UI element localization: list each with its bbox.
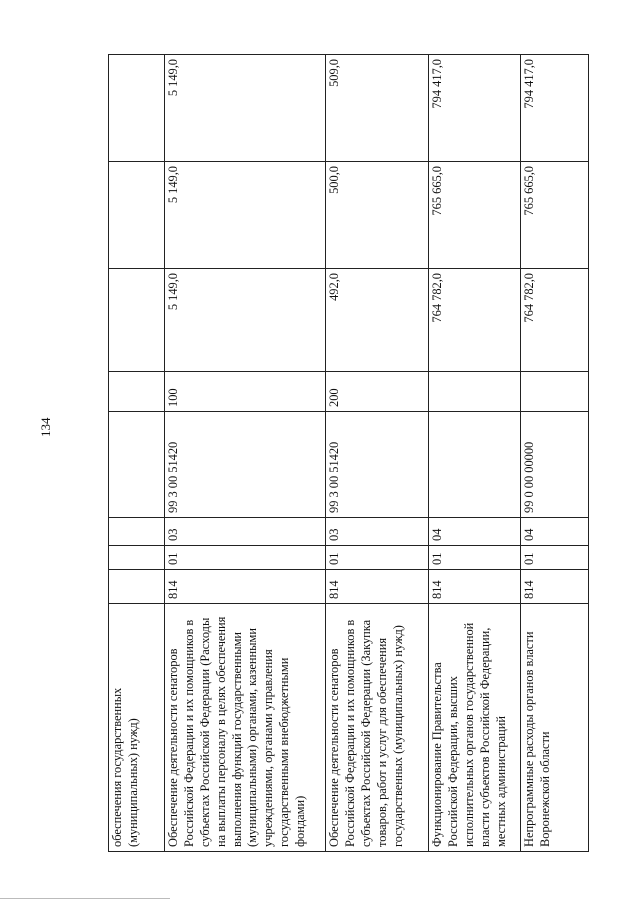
cell-y1: 5 149,0 <box>165 269 326 372</box>
cell-csr: 99 3 00 51420 <box>165 412 326 518</box>
cell-csr <box>429 412 521 518</box>
table-row <box>165 55 326 852</box>
cell-csr <box>109 412 165 518</box>
cell-y3: 509,0 <box>326 55 429 162</box>
cell-rz: 01 <box>165 546 326 570</box>
cell-vr <box>109 372 165 412</box>
cell-pr: 03 <box>165 518 326 546</box>
cell-y2: 5 149,0 <box>165 162 326 269</box>
cell-adm: 814 <box>326 570 429 604</box>
cell-y1 <box>109 269 165 372</box>
table-row <box>429 55 521 852</box>
budget-table-container <box>108 55 588 852</box>
cell-y1: 764 782,0 <box>429 269 521 372</box>
cell-adm: 814 <box>165 570 326 604</box>
cell-rz: 01 <box>326 546 429 570</box>
table-row <box>326 55 429 852</box>
cell-name: обеспечения государственных (муниципальных) нужд) <box>109 604 165 852</box>
cell-rz: 01 <box>429 546 521 570</box>
cell-pr: 04 <box>429 518 521 546</box>
cell-adm: 814 <box>429 570 521 604</box>
cell-y2: 500,0 <box>326 162 429 269</box>
cell-y2 <box>109 162 165 269</box>
cell-csr: 99 3 00 51420 <box>326 412 429 518</box>
table-row <box>109 55 165 852</box>
cell-y3: 794 417,0 <box>429 55 521 162</box>
cell-y1: 492,0 <box>326 269 429 372</box>
page-number: 134 <box>38 417 53 437</box>
cell-name: Функционирование Правительства Российской Федерации, высших исполнительных органов государственной власти субъектов Российской Федерации, местных администраций <box>429 604 521 852</box>
cell-name: Обеспечение деятельности сенаторов Российской Федерации и их помощников в субъектах Российской Федерации (Расходы на выплаты персоналу в целях обеспечения выполнения функций государственными (муниципальными) органами, казенными учреждениями, органами управления государственными внебюджетными фондами) <box>165 604 326 852</box>
cell-vr <box>521 372 589 412</box>
cell-pr: 03 <box>326 518 429 546</box>
cell-y3: 5 149,0 <box>165 55 326 162</box>
cell-name: Непрограммные расходы органов власти Воронежской области <box>521 604 589 852</box>
cell-vr <box>429 372 521 412</box>
cell-y2: 765 665,0 <box>521 162 589 269</box>
cell-y2: 765 665,0 <box>429 162 521 269</box>
scan-edge-line <box>0 898 170 899</box>
table-row <box>521 55 589 852</box>
cell-name: Обеспечение деятельности сенаторов Российской Федерации и их помощников в субъектах Российской Федерации (Закупка товаров, работ и услуг для обеспечения государственных (муниципальных) нужд) <box>326 604 429 852</box>
cell-csr: 99 0 00 00000 <box>521 412 589 518</box>
cell-adm <box>109 570 165 604</box>
cell-adm: 814 <box>521 570 589 604</box>
cell-pr: 04 <box>521 518 589 546</box>
cell-y3 <box>109 55 165 162</box>
cell-vr: 100 <box>165 372 326 412</box>
cell-rz <box>109 546 165 570</box>
cell-vr: 200 <box>326 372 429 412</box>
cell-y3: 794 417,0 <box>521 55 589 162</box>
cell-rz: 01 <box>521 546 589 570</box>
cell-y1: 764 782,0 <box>521 269 589 372</box>
cell-pr <box>109 518 165 546</box>
budget-table <box>108 54 589 852</box>
